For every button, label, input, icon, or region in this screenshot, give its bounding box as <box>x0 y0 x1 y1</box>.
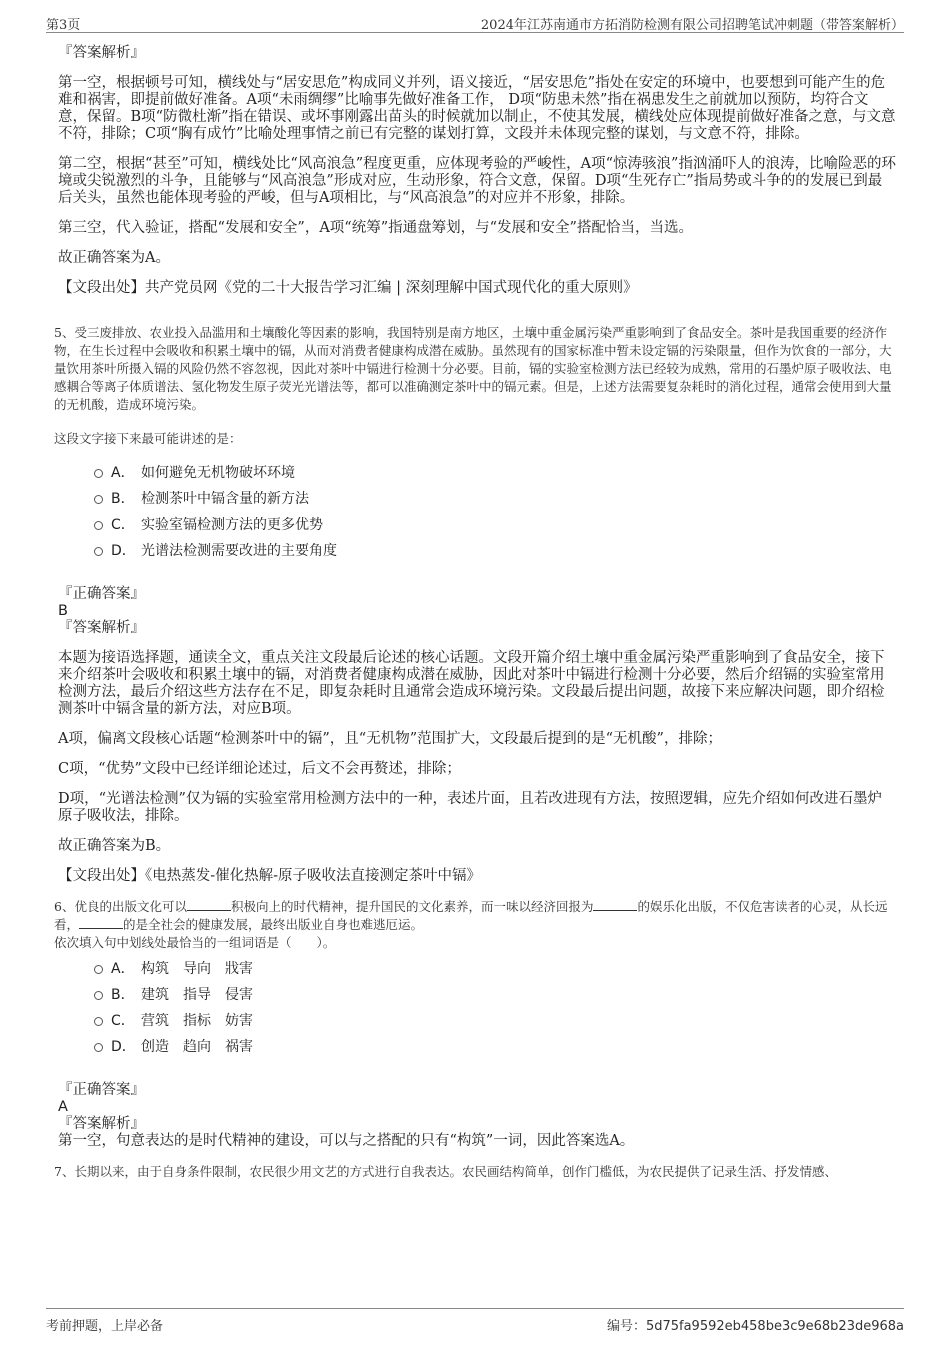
analysis-paragraph: 本题为接语选择题，通读全文，重点关注文段最后论述的核心话题。文段开篇介绍土壤中重金属污染严重影响到了食品安全，接下来介绍茶叶会吸收和积累土壤中的镉，对消费者健康构成潜在威胁，因此对茶叶中镉进行检测十分必要，然后介绍镉的实验室常用检测方法，最后介绍这些方法存在不足，即复杂耗时且通常会造成环境污染。文段最后提出问题，故接下来应解决问题，即介绍检测茶叶中镉含量的新方法，对应B项。 <box>58 650 885 717</box>
fill-blank <box>593 898 637 911</box>
correct-answer: B <box>58 603 68 619</box>
option-a[interactable]: A． 如何避免无机物破坏环境 <box>94 460 896 486</box>
fill-blank <box>187 898 231 911</box>
radio-icon[interactable] <box>94 547 103 556</box>
option-c[interactable]: C． 营筑 指标 妨害 <box>94 1008 896 1034</box>
q5-answer <box>58 586 896 885</box>
analysis-paragraph: 故正确答案为A。 <box>58 250 170 266</box>
correct-answer-label: 『正确答案』 <box>58 586 145 602</box>
footer-slogan: 考前押题，上岸必备 <box>46 1319 164 1334</box>
option-b[interactable]: B． 检测茶叶中镉含量的新方法 <box>94 486 896 512</box>
question-5-stem: 5、受三废排放、农业投入品滥用和土壤酸化等因素的影响，我国特别是南方地区，土壤中重金属污染严重影响到了食品安全。茶叶是我国重要的经济作物，在生长过程中会吸收和积累土壤中的镉，从而对消费者健康构成潜在威胁。虽然现有的国家标准中暂未设定镉的污染限量，但作为饮食的一部分，大量饮用茶叶所摄入镉的风险仍然不容忽视，因此对茶叶中镉进行检测十分必要。目前，镉的实验室检测方法已经较为成熟，常用的石墨炉原子吸收法、电感耦合等离子体质谱法、氢化物发生原子荧光光谱法等，都可以准确测定茶叶中的镉元素。但是，上述方法需要复杂耗时的消化过程，通常会使用到大量的无机酸，造成环境污染。 <box>54 325 892 412</box>
analysis-paragraph: 第三空，代入验证，搭配“发展和安全”，A项“统筹”指通盘筹划，与“发展和安全”搭配恰当，当选。 <box>58 220 693 236</box>
analysis-label: 『答案解析』 <box>58 45 145 61</box>
radio-icon[interactable] <box>94 521 103 530</box>
source-note: 【文段出处】共产党员网《党的二十大报告学习汇编 | 深刻理解中国式现代化的重大原则》 <box>58 280 638 296</box>
radio-icon[interactable] <box>94 1017 103 1026</box>
question-6-prompt: 依次填入句中划线处最恰当的一组词语是（ ）。 <box>54 935 336 950</box>
radio-icon[interactable] <box>94 495 103 504</box>
analysis-paragraph: D项，“光谱法检测”仅为镉的实验室常用检测方法中的一种，表述片面，且若改进现有方法，按照逻辑，应先介绍如何改进石墨炉原子吸收法，排除。 <box>58 791 882 824</box>
radio-icon[interactable] <box>94 1043 103 1052</box>
analysis-label: 『答案解析』 <box>58 620 145 636</box>
analysis-paragraph: 故正确答案为B。 <box>58 838 171 854</box>
question-6-options <box>94 956 896 1060</box>
option-d[interactable]: D． 创造 趋向 祸害 <box>94 1034 896 1060</box>
radio-icon[interactable] <box>94 991 103 1000</box>
fill-blank <box>79 916 123 929</box>
question-7-stem: 7、长期以来，由于自身条件限制，农民很少用文艺的方式进行自我表达。农民画结构简单，创作门槛低，为农民提供了记录生活、抒发情感、 <box>54 1164 837 1179</box>
option-a[interactable]: A． 构筑 导向 戕害 <box>94 956 896 982</box>
q6-answer <box>58 1082 896 1150</box>
source-note: 【文段出处】《电热蒸发-催化热解-原子吸收法直接测定茶叶中镉》 <box>58 868 482 884</box>
page-header <box>46 12 904 33</box>
analysis-paragraph: 第一空，句意表达的是时代精神的建设，可以与之搭配的只有“构筑”一词，因此答案选A。 <box>58 1133 635 1149</box>
question-5-prompt: 这段文字接下来最可能讲述的是： <box>54 431 242 446</box>
page-content <box>54 45 896 1181</box>
analysis-paragraph: A项，偏离文段核心话题“检测茶叶中的镉”，且“无机物”范围扩大，文段最后提到的是“无机酸”，排除； <box>58 731 722 747</box>
correct-answer: A <box>58 1099 68 1115</box>
option-d[interactable]: D． 光谱法检测需要改进的主要角度 <box>94 538 896 564</box>
option-b[interactable]: B． 建筑 指导 侵害 <box>94 982 896 1008</box>
q4-analysis <box>58 45 896 297</box>
question-6-stem: 6、优良的出版文化可以 积极向上的时代精神，提升国民的文化素养，而一味以经济回报为 的娱乐化出版，不仅危害读者的心灵，从长远看， 的是全社会的健康发展，最终出版业自身也难逃厄运。 <box>54 899 888 932</box>
document-id: 编号：5d75fa9592eb458be3c9e68b23de968a <box>606 1319 904 1334</box>
correct-answer-label: 『正确答案』 <box>58 1082 145 1098</box>
analysis-label: 『答案解析』 <box>58 1116 145 1132</box>
analysis-paragraph: C项，“优势”文段中已经详细论述过，后文不会再赘述，排除； <box>58 761 461 777</box>
question-5-options <box>94 460 896 564</box>
page-footer <box>46 1308 904 1339</box>
radio-icon[interactable] <box>94 469 103 478</box>
document-title: 2024年江苏南通市方拓消防检测有限公司招聘笔试冲刺题（带答案解析） <box>480 18 904 33</box>
radio-icon[interactable] <box>94 965 103 974</box>
option-c[interactable]: C． 实验室镉检测方法的更多优势 <box>94 512 896 538</box>
analysis-paragraph: 第一空，根据顿号可知，横线处与“居安思危”构成同义并列，语义接近，“居安思危”指处在安定的环境中，也要想到可能产生的危难和祸害，即提前做好准备。A项“未雨绸缪”比喻事先做好准备工作， D项“防患未然”指在祸患发生之前就加以预防，均符合文意，保留。B项“防微杜渐”指在错误、或坏事刚露出苗头的时候就加以制止，不使其发展，横线处应体现提前做好准备之意，与文意不符，排除；C项“胸有成竹”比喻处理事情之前已有完整的谋划打算，文段并未体现完整的谋划，与文意不符，排除。 <box>58 75 896 142</box>
page-number: 第3页 <box>46 18 81 33</box>
analysis-paragraph: 第二空，根据“甚至”可知，横线处比“风高浪急”程度更重，应体现考验的严峻性，A项“惊涛骇浪”指汹涌吓人的浪涛，比喻险恶的环境或尖锐激烈的斗争，且能够与“风高浪急”形成对应，生动形象，符合文意，保留。D项“生死存亡”指局势或斗争的的发展已到最后关头，虽然也能体现考验的严峻，但与A项相比，与“风高浪急”的对应并不形象，排除。 <box>58 156 896 206</box>
